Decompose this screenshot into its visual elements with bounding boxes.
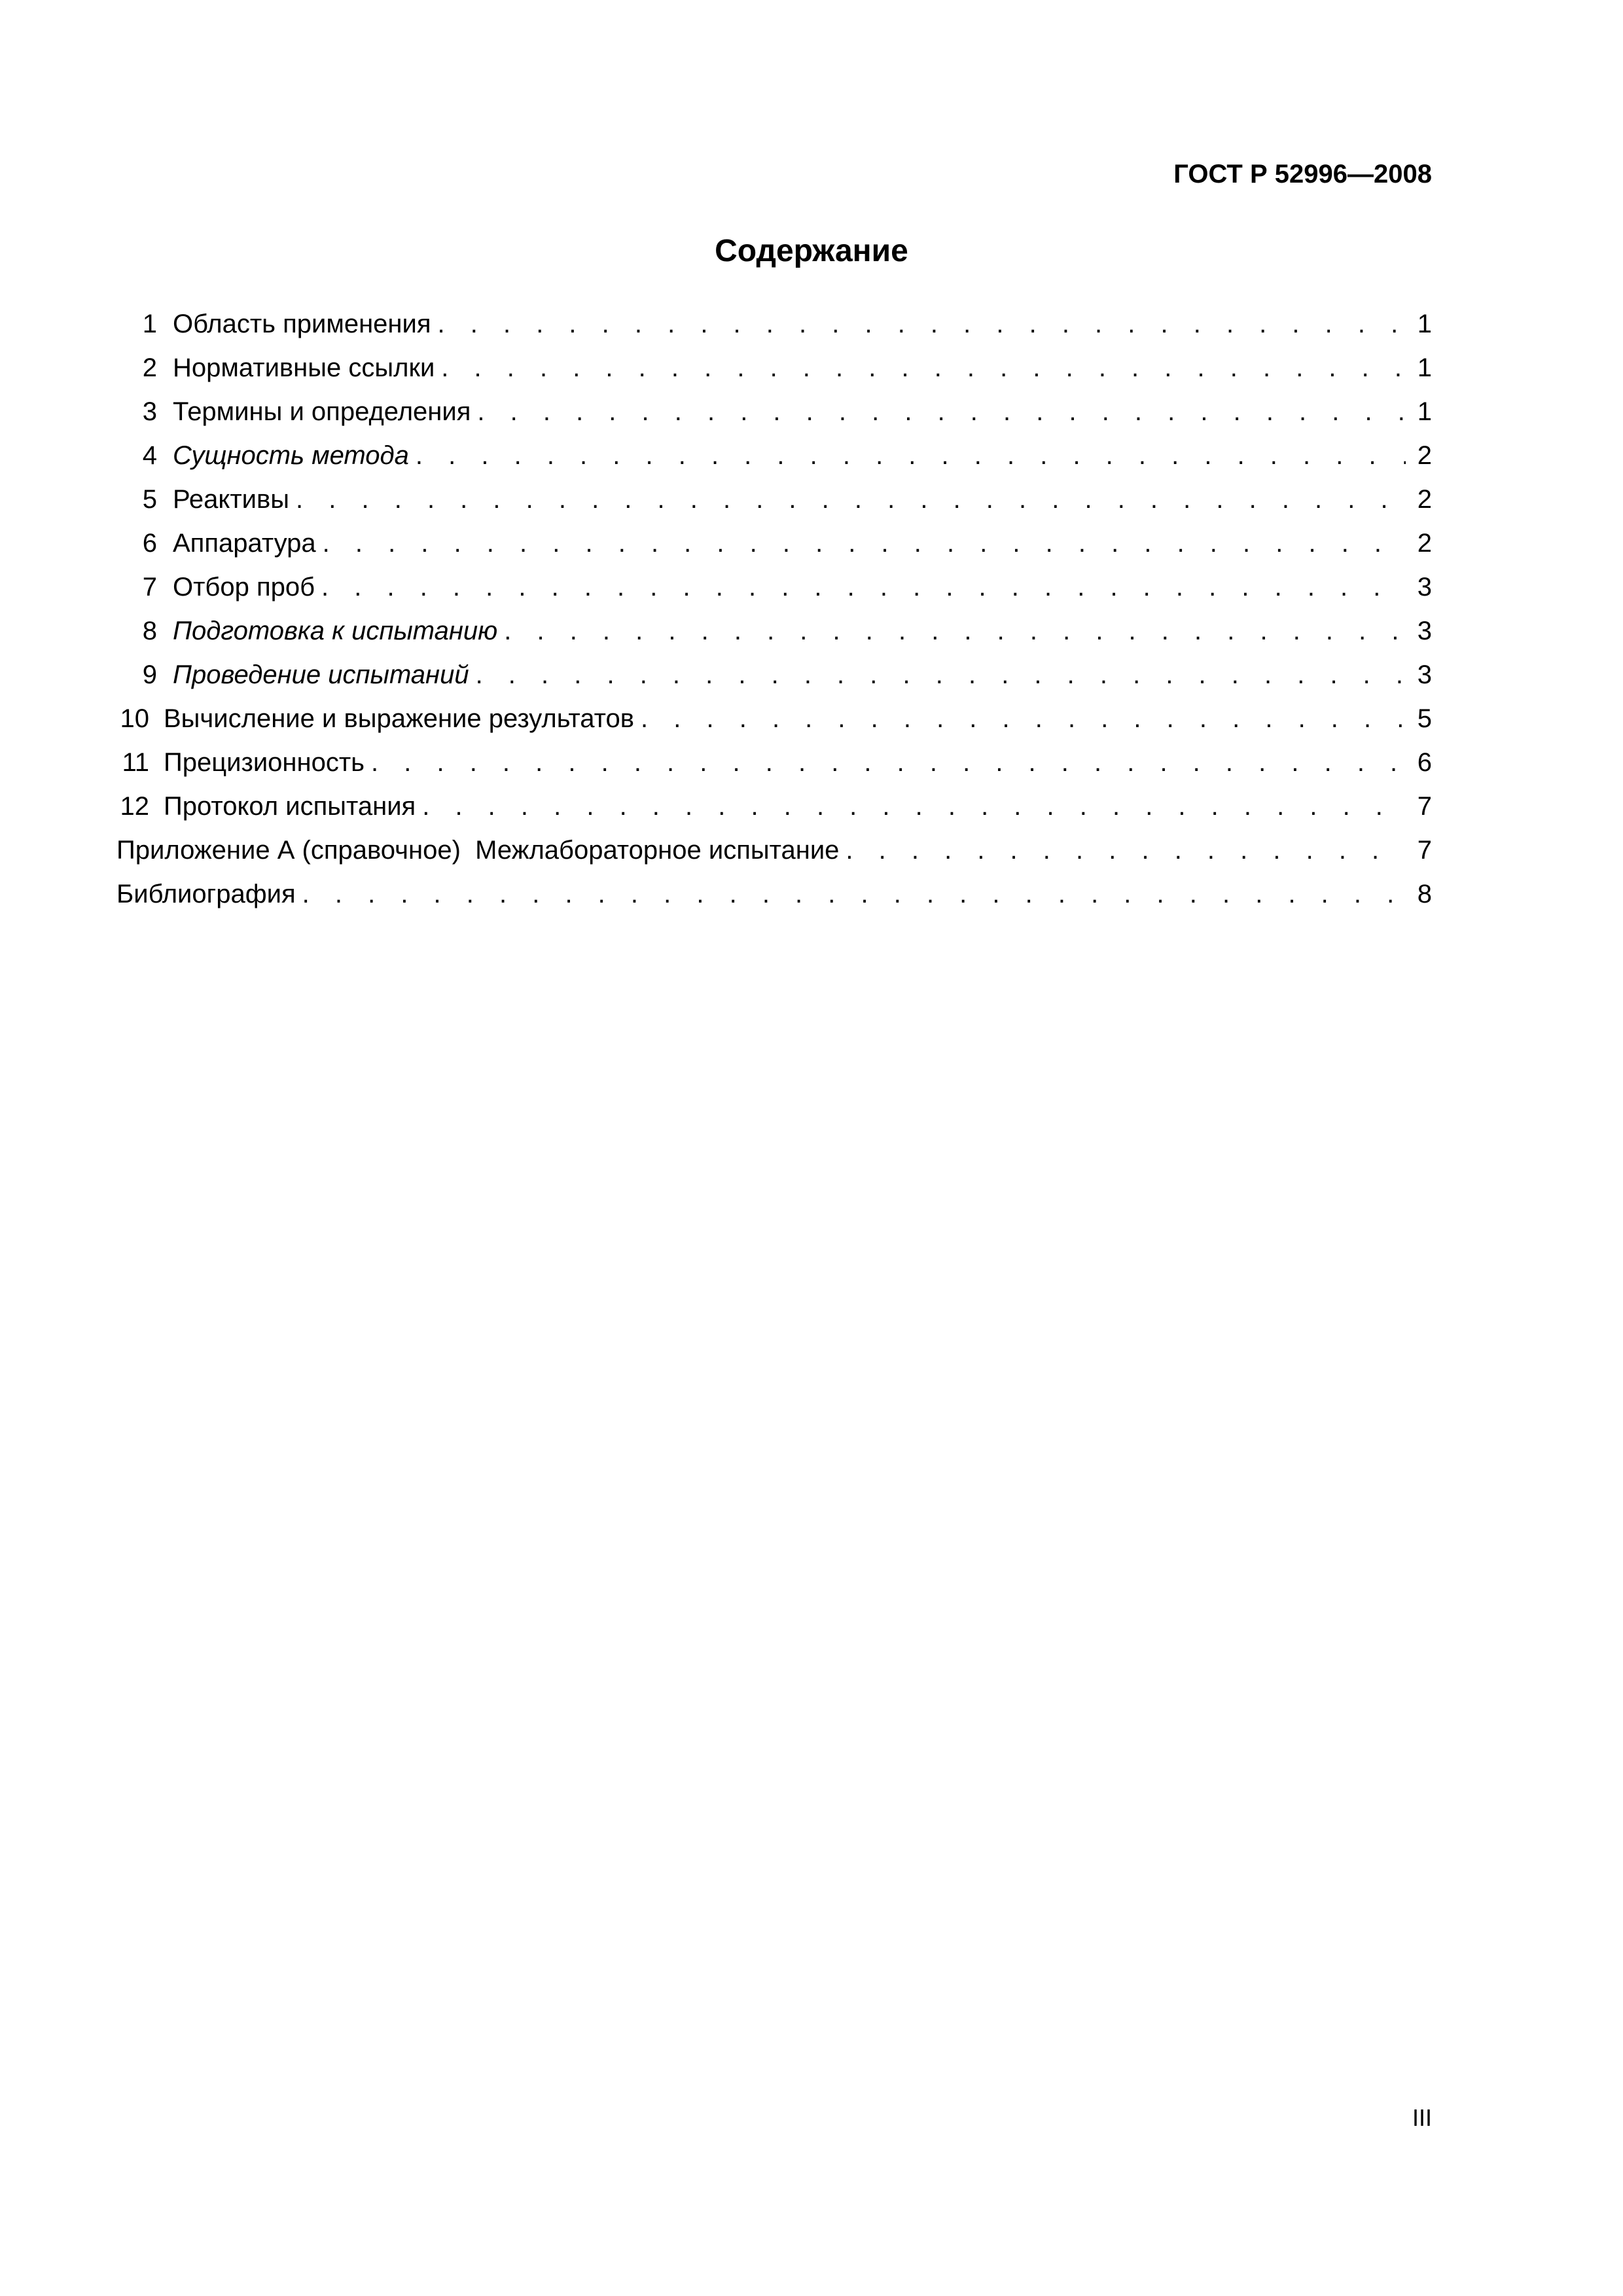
toc-item-number: 2 [142, 353, 157, 382]
toc-item-page: 3 [1417, 660, 1432, 689]
toc-leader-dots [371, 749, 1406, 776]
toc-item[interactable] [116, 793, 1432, 837]
toc-item-bibliography[interactable] [116, 881, 1432, 925]
toc-item-number: 3 [142, 397, 157, 426]
toc-item-label: Протокол испытания [164, 792, 416, 821]
toc-item-label: Термины и определения [173, 397, 471, 426]
page-number: III [1412, 2104, 1432, 2131]
toc-item-label: Область применения [173, 310, 431, 338]
toc-item-number: 1 [142, 310, 157, 338]
toc-item-label: Приложение А (справочное) Межлабораторное испытание [116, 836, 840, 865]
toc-leader-dots [323, 530, 1406, 556]
toc-item-label: Сущность метода [173, 441, 409, 470]
toc-item-page: 8 [1417, 880, 1432, 908]
toc-item[interactable] [116, 486, 1432, 530]
toc-item[interactable] [116, 706, 1432, 749]
toc-item-number: 10 [120, 704, 149, 733]
toc-leader-dots [416, 442, 1406, 469]
toc-leader-dots [438, 311, 1406, 337]
toc-item-number: 8 [142, 617, 157, 645]
toc-item-number: 11 [122, 748, 149, 777]
toc-item[interactable] [116, 574, 1432, 618]
toc-title: Содержание [715, 234, 908, 268]
toc-item-label: Проведение испытаний [173, 660, 469, 689]
toc-item-page: 3 [1417, 617, 1432, 645]
toc-item[interactable] [116, 749, 1432, 793]
toc-item-page: 2 [1417, 529, 1432, 558]
toc-item[interactable] [116, 618, 1432, 662]
toc-item-number: 7 [142, 573, 157, 601]
toc-leader-dots [296, 486, 1406, 512]
toc-leader-dots [441, 355, 1406, 381]
toc-leader-dots [302, 881, 1406, 907]
toc-item-page: 2 [1417, 485, 1432, 514]
toc-leader-dots [321, 574, 1406, 600]
toc-item-label: Вычисление и выражение результатов [164, 704, 635, 733]
toc-item-label: Отбор проб [173, 573, 315, 601]
toc-item[interactable] [116, 355, 1432, 399]
toc-item-page: 7 [1417, 836, 1432, 865]
toc-item-label: Прецизионность [164, 748, 365, 777]
toc-item[interactable] [116, 530, 1432, 574]
toc-item-page: 2 [1417, 441, 1432, 470]
toc-item-label: Реактивы [173, 485, 290, 514]
toc-item-appendix[interactable] [116, 837, 1432, 881]
toc-item-label: Библиография [116, 880, 296, 908]
toc-item[interactable] [116, 311, 1432, 355]
toc-item-label: Аппаратура [173, 529, 316, 558]
toc-item-number: 4 [142, 441, 157, 470]
toc-item-page: 6 [1417, 748, 1432, 777]
toc-item-page: 1 [1417, 310, 1432, 338]
table-of-contents [116, 311, 1432, 925]
toc-item-number: 9 [142, 660, 157, 689]
toc-item-page: 1 [1417, 353, 1432, 382]
toc-item-page: 7 [1417, 792, 1432, 821]
toc-leader-dots [504, 618, 1406, 644]
toc-leader-dots [477, 399, 1406, 425]
toc-item-page: 1 [1417, 397, 1432, 426]
toc-item-label: Подготовка к испытанию [173, 617, 498, 645]
toc-item-number: 6 [142, 529, 157, 558]
toc-item[interactable] [116, 442, 1432, 486]
toc-item-label: Нормативные ссылки [173, 353, 435, 382]
toc-leader-dots [641, 706, 1406, 732]
toc-item-page: 5 [1417, 704, 1432, 733]
toc-leader-dots [476, 662, 1406, 688]
toc-item-number: 12 [120, 792, 149, 821]
toc-item-page: 3 [1417, 573, 1432, 601]
toc-item[interactable] [116, 662, 1432, 706]
toc-leader-dots [422, 793, 1406, 819]
toc-leader-dots [846, 837, 1406, 863]
toc-item[interactable] [116, 399, 1432, 442]
document-code: ГОСТ Р 52996—2008 [1173, 160, 1432, 188]
toc-item-number: 5 [142, 485, 157, 514]
